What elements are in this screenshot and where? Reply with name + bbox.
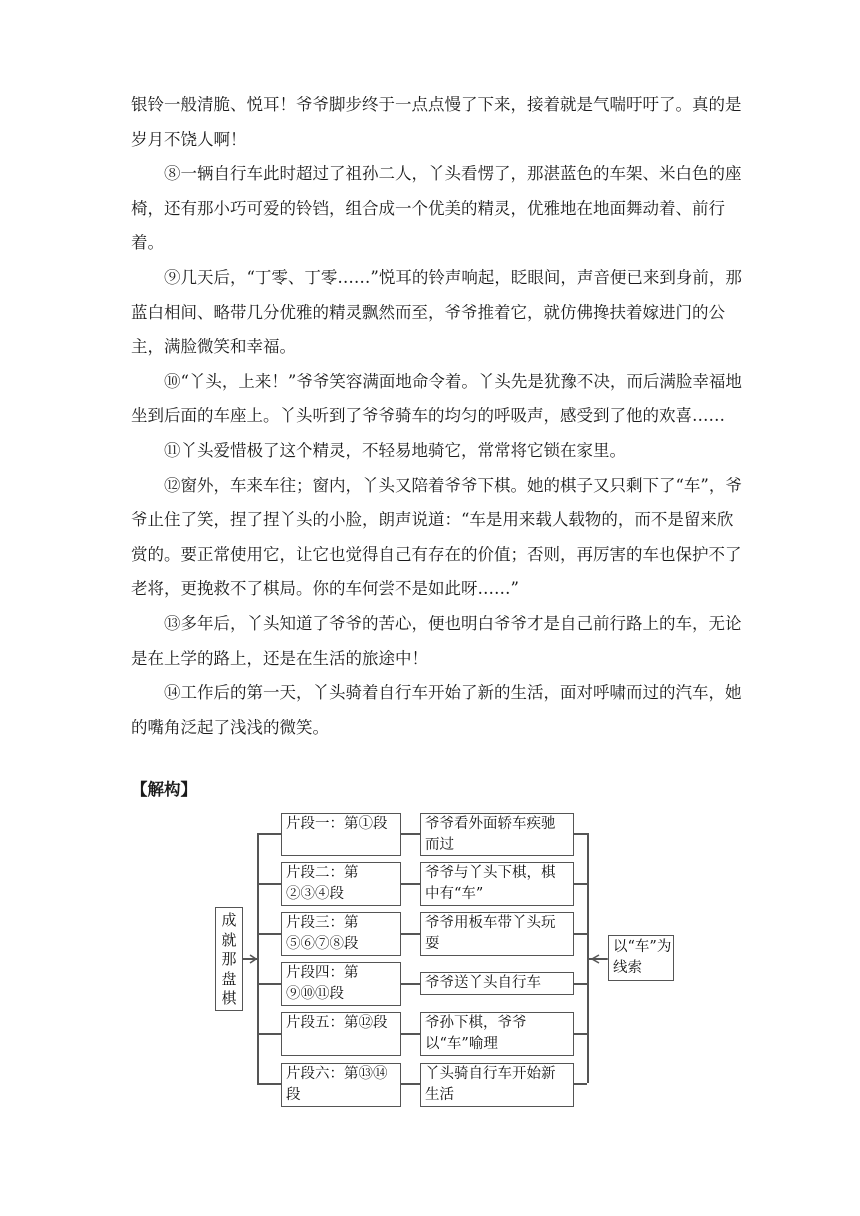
paragraph: ⑧一辆自行车此时超过了祖孙二人，丫头看愣了，那湛蓝色的车架、米白色的座椅，还有那小巧可爱的铃铛，组合成一个优美的精灵，优雅地在地面舞动着、前行着。 [131,164,742,253]
paragraph: ⑩“丫头，上来！”爷爷笑容满面地命令着。丫头先是犹豫不决，而后满脸幸福地坐到后面的车座上。丫头听到了爷爷骑车的均匀的呼吸声，感受到了他的欢喜…… [131,371,742,426]
segment-summary-box: 丫头骑自行车开始新生活 [420,1063,574,1107]
segment-summary-box: 爷爷看外面轿车疾驰而过 [420,813,574,856]
article-body [131,88,742,745]
connector [574,1083,587,1085]
segment-label-box: 片段四：第⑨⑩⑪段 [281,962,401,1006]
segment-label-box: 片段一：第①段 [281,813,401,856]
connector [400,1033,420,1035]
connector [400,883,420,885]
segment-summary-box: 爷爷用板车带丫头玩耍 [420,912,574,956]
connector [257,983,281,985]
connector [257,933,281,935]
connector [400,933,420,935]
segment-label-box: 片段六：第⑬⑭段 [281,1063,401,1107]
paragraph: ⑬多年后，丫头知道了爷爷的苦心，便也明白爷爷才是自己前行路上的车，无论是在上学的路上，还是在生活的旅途中！ [131,613,742,668]
connector [400,983,420,985]
segment-summary-box: 爷孙下棋，爷爷以“车”喻理 [420,1012,574,1056]
section-label: 【解构】 [131,780,197,799]
connector [257,833,281,835]
connector [574,1033,587,1035]
clue-box: 以“车”为线索 [608,935,674,981]
connector [574,983,587,985]
connector [257,1083,281,1085]
paragraph: ⑫窗外，车来车往；窗内，丫头又陪着爷爷下棋。她的棋子又只剩下了“车”，爷爷止住了笑，捏了捏丫头的小脸，朗声说道：“车是用来载人载物的，而不是留来欣赏的。要正常使用它，让它也觉得自己有存在的价值；否则，再厉害的车也保护不了老将，更挽救不了棋局。你的车何尝不是如此呀……” [131,475,742,599]
segment-summary-box: 爷爷与丫头下棋，棋中有“车” [420,862,574,906]
segment-label-box: 片段三：第⑤⑥⑦⑧段 [281,912,401,956]
paragraph: ⑨几天后，“丁零、丁零……”悦耳的铃声响起，眨眼间，声音便已来到身前，那蓝白相间、略带几分优雅的精灵飘然而至，爷爷推着它，就仿佛搀扶着嫁进门的公主，满脸微笑和幸福。 [131,267,742,357]
paragraph: ⑪丫头爱惜极了这个精灵，不轻易地骑它，常常将它锁在家里。 [164,440,626,460]
connector [574,833,587,835]
segment-label-box: 片段二：第②③④段 [281,862,401,906]
connector [257,1033,281,1035]
connector [574,883,587,885]
connector [400,833,420,835]
root-box: 成就那盘棋 [215,907,243,1011]
paragraph: ⑭工作后的第一天，丫头骑着自行车开始了新的生活，面对呼啸而过的汽车，她的嘴角泛起了浅浅的微笑。 [131,683,742,737]
connector [574,933,587,935]
paragraph: 银铃一般清脆、悦耳！爷爷脚步终于一点点慢了下来，接着就是气喘吁吁了。真的是岁月不饶人啊！ [131,95,742,149]
connector [400,1083,420,1085]
connector [257,883,281,885]
arrow-right-icon [241,953,261,965]
segment-label-box: 片段五：第⑫段 [281,1012,401,1056]
segment-summary-box: 爷爷送丫头自行车 [420,972,574,995]
arrow-left-icon [589,953,609,965]
